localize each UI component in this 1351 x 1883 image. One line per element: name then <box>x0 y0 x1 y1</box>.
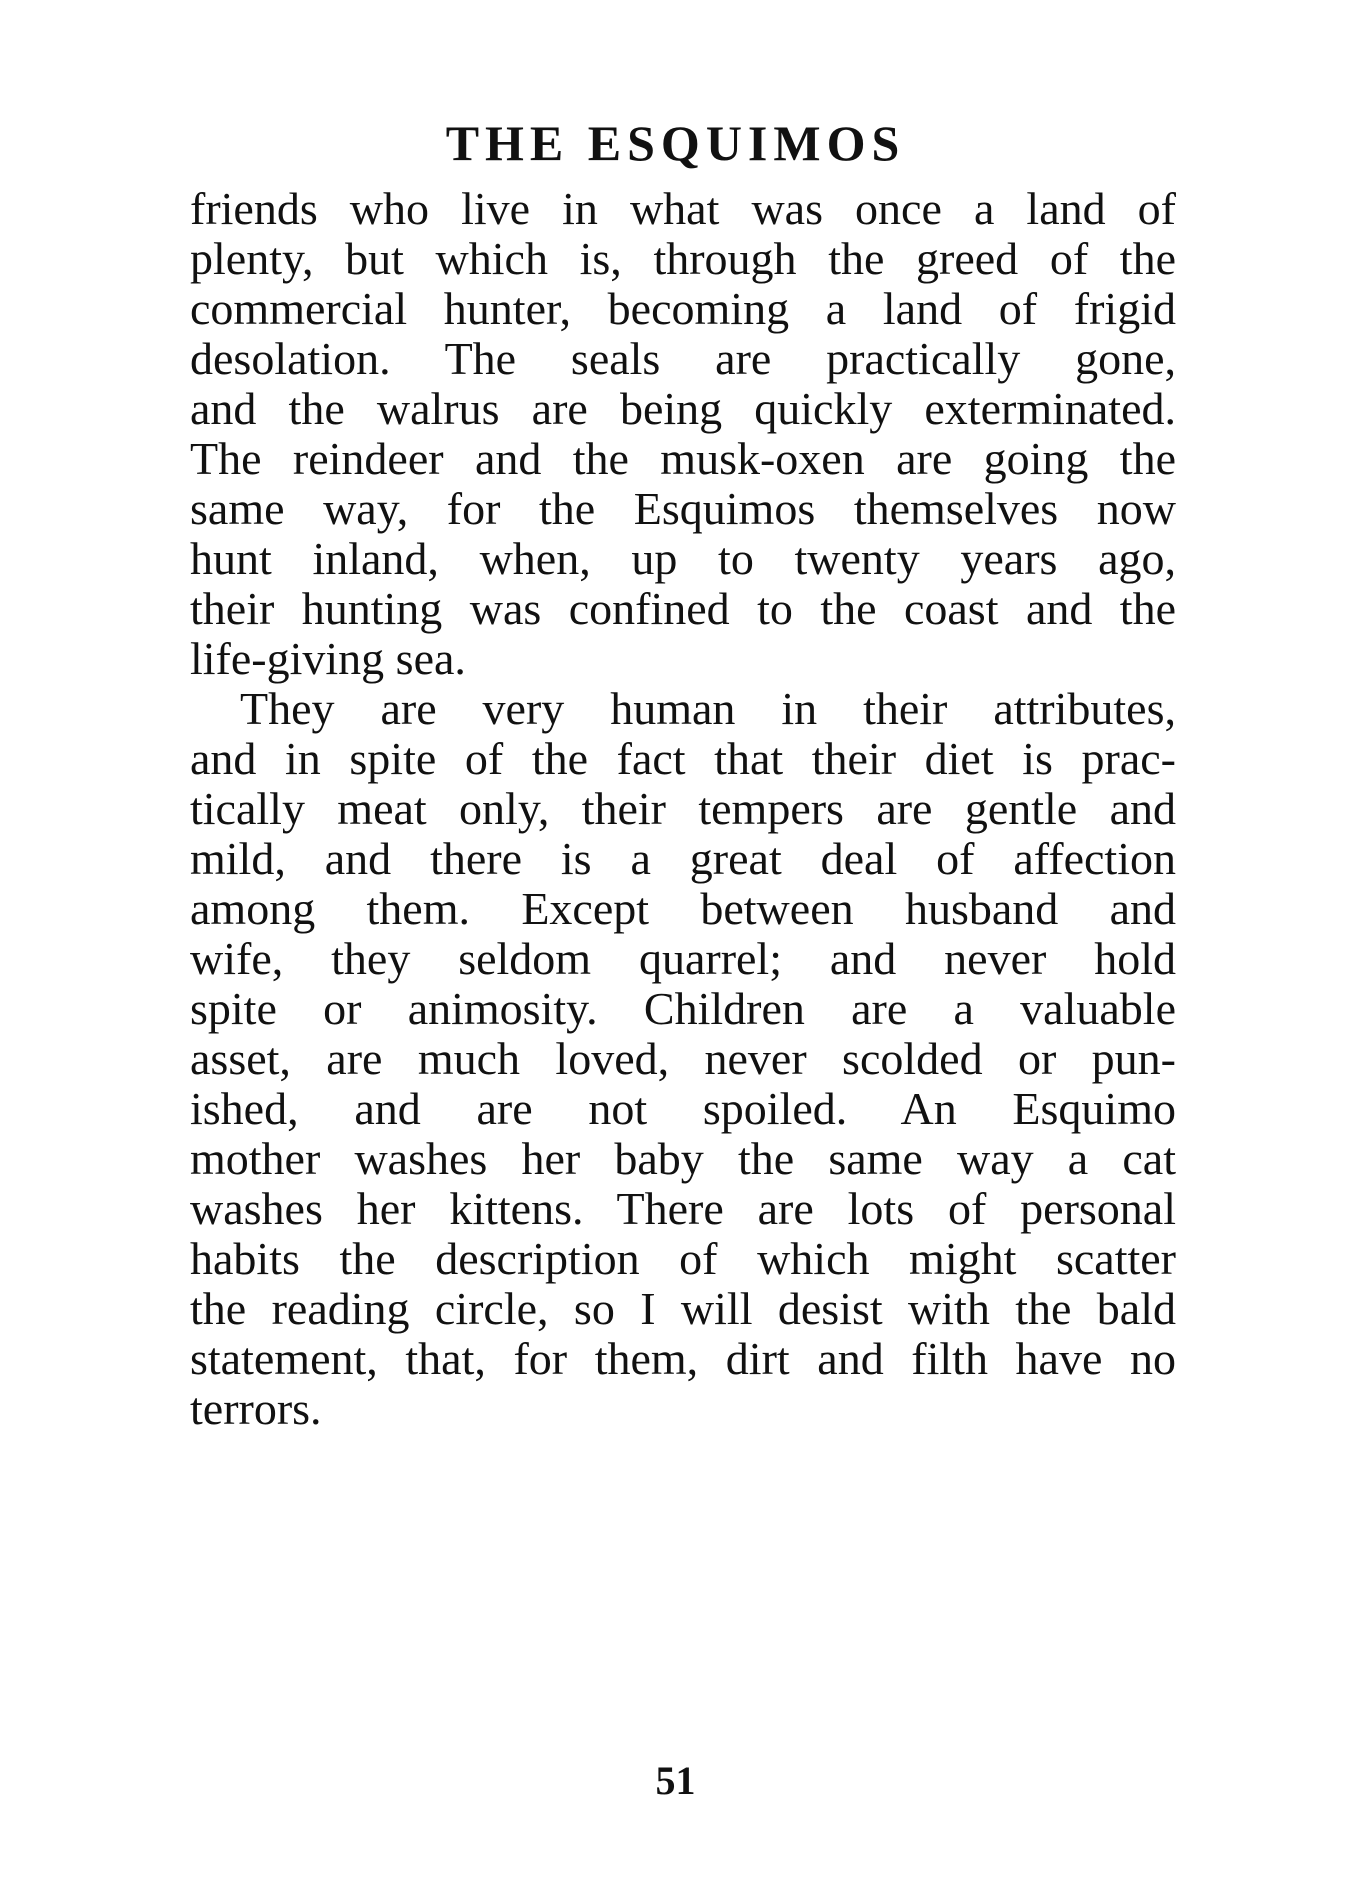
text-line: statement, that, for them, dirt and filth have no <box>190 1333 1176 1384</box>
text-line: They are very human in their attributes, <box>240 683 1176 734</box>
text-line: spite or animosity. Children are a valuable <box>190 983 1176 1034</box>
text-line: and the walrus are being quickly exterminated. <box>190 383 1176 434</box>
text-line: life-giving sea. <box>190 633 466 684</box>
running-head: THE ESQUIMOS <box>445 115 906 171</box>
text-line: same way, for the Esquimos themselves now <box>190 483 1176 534</box>
text-line: mother washes her baby the same way a cat <box>190 1133 1176 1184</box>
text-line: ished, and are not spoiled. An Esquimo <box>190 1083 1176 1134</box>
text-line: the reading circle, so I will desist with the bald <box>190 1283 1176 1334</box>
text-line: The reindeer and the musk-oxen are going the <box>190 433 1176 484</box>
page-number: 51 <box>655 1758 696 1803</box>
text-line: mild, and there is a great deal of affection <box>190 833 1176 884</box>
text-line: habits the description of which might scatter <box>190 1233 1176 1284</box>
text-line: terrors. <box>190 1383 322 1434</box>
text-line: asset, are much loved, never scolded or pun- <box>190 1033 1176 1084</box>
text-line: among them. Except between husband and <box>190 883 1176 934</box>
text-line: desolation. The seals are practically gone, <box>190 333 1176 384</box>
text-line: commercial hunter, becoming a land of frigid <box>190 283 1176 334</box>
text-line: tically meat only, their tempers are gentle and <box>190 783 1176 834</box>
text-line: wife, they seldom quarrel; and never hold <box>190 933 1176 984</box>
text-line: plenty, but which is, through the greed of the <box>190 233 1176 284</box>
text-line: and in spite of the fact that their diet is prac- <box>190 733 1176 784</box>
text-line: washes her kittens. There are lots of personal <box>190 1183 1176 1234</box>
text-line: hunt inland, when, up to twenty years ago, <box>190 533 1176 584</box>
text-line: friends who live in what was once a land of <box>190 183 1176 234</box>
text-line: their hunting was confined to the coast and the <box>190 583 1176 634</box>
